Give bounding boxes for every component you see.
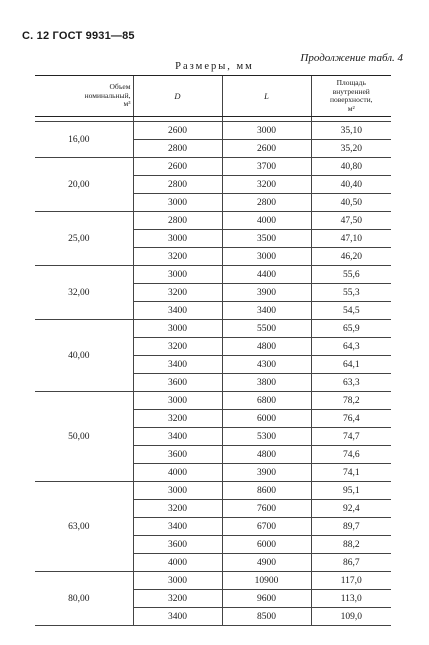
- cell-area: 78,2: [311, 392, 391, 410]
- cell-l: 3900: [222, 284, 311, 302]
- cell-l: 3000: [222, 122, 311, 140]
- table-header-row: [35, 76, 391, 117]
- cell-d: 3000: [133, 392, 222, 410]
- header-l: L: [222, 76, 311, 117]
- cell-l: 7600: [222, 500, 311, 518]
- table-row: [35, 572, 391, 590]
- cell-area: 55,6: [311, 266, 391, 284]
- table-row: [35, 482, 391, 500]
- cell-volume: 63,00: [35, 482, 133, 572]
- cell-area: 63,3: [311, 374, 391, 392]
- cell-d: 3000: [133, 572, 222, 590]
- cell-area: 64,3: [311, 338, 391, 356]
- cell-area: 92,4: [311, 500, 391, 518]
- cell-l: 3200: [222, 176, 311, 194]
- cell-d: 3000: [133, 194, 222, 212]
- cell-l: 4900: [222, 554, 311, 572]
- cell-d: 3400: [133, 428, 222, 446]
- cell-d: 3200: [133, 590, 222, 608]
- cell-area: 117,0: [311, 572, 391, 590]
- header-area: [311, 76, 391, 117]
- cell-l: 9600: [222, 590, 311, 608]
- cell-d: 3400: [133, 356, 222, 374]
- cell-d: 4000: [133, 464, 222, 482]
- table-row: [35, 266, 391, 284]
- cell-d: 3200: [133, 410, 222, 428]
- cell-d: 2800: [133, 212, 222, 230]
- page-header: С. 12 ГОСТ 9931—85: [22, 30, 135, 42]
- cell-l: 8600: [222, 482, 311, 500]
- cell-area: 47,50: [311, 212, 391, 230]
- cell-l: 6700: [222, 518, 311, 536]
- cell-l: 8500: [222, 608, 311, 626]
- cell-volume: 16,00: [35, 122, 133, 158]
- cell-l: 3800: [222, 374, 311, 392]
- table-row: [35, 392, 391, 410]
- data-table: [35, 75, 391, 626]
- cell-area: 35,20: [311, 140, 391, 158]
- cell-area: 46,20: [311, 248, 391, 266]
- cell-d: 3000: [133, 320, 222, 338]
- cell-l: 3400: [222, 302, 311, 320]
- cell-area: 95,1: [311, 482, 391, 500]
- cell-d: 3200: [133, 248, 222, 266]
- cell-l: 2800: [222, 194, 311, 212]
- cell-area: 74,1: [311, 464, 391, 482]
- cell-d: 2600: [133, 158, 222, 176]
- cell-l: 4800: [222, 446, 311, 464]
- cell-d: 3000: [133, 482, 222, 500]
- cell-area: 40,40: [311, 176, 391, 194]
- header-area-line: поверхности,: [329, 95, 373, 104]
- cell-area: 47,10: [311, 230, 391, 248]
- cell-d: 3200: [133, 338, 222, 356]
- cell-d: 3200: [133, 284, 222, 302]
- cell-area: 113,0: [311, 590, 391, 608]
- table-body: [35, 117, 391, 626]
- header-area-line: внутренней: [332, 86, 370, 96]
- cell-d: 3000: [133, 230, 222, 248]
- cell-volume: 40,00: [35, 320, 133, 392]
- cell-d: 3400: [133, 302, 222, 320]
- table-row: [35, 212, 391, 230]
- dimensions-label: Размеры, мм: [175, 61, 254, 72]
- cell-l: 6800: [222, 392, 311, 410]
- cell-l: 4000: [222, 212, 311, 230]
- header-volume-line: м³: [123, 99, 131, 109]
- cell-l: 6000: [222, 410, 311, 428]
- cell-volume: 20,00: [35, 158, 133, 212]
- cell-area: 40,50: [311, 194, 391, 212]
- cell-area: 74,7: [311, 428, 391, 446]
- cell-l: 3500: [222, 230, 311, 248]
- cell-area: 54,5: [311, 302, 391, 320]
- cell-area: 76,4: [311, 410, 391, 428]
- cell-l: 4800: [222, 338, 311, 356]
- cell-d: 3200: [133, 500, 222, 518]
- cell-area: 64,1: [311, 356, 391, 374]
- cell-d: 3600: [133, 536, 222, 554]
- table-row: [35, 158, 391, 176]
- cell-d: 3000: [133, 266, 222, 284]
- table-row: [35, 122, 391, 140]
- cell-l: 3000: [222, 248, 311, 266]
- cell-l: 3700: [222, 158, 311, 176]
- cell-volume: 80,00: [35, 572, 133, 626]
- cell-l: 5500: [222, 320, 311, 338]
- cell-volume: 50,00: [35, 392, 133, 482]
- header-volume-line: Объем: [109, 82, 131, 92]
- header-d: D: [133, 76, 222, 117]
- cell-l: 3900: [222, 464, 311, 482]
- cell-area: 109,0: [311, 608, 391, 626]
- cell-d: 2600: [133, 122, 222, 140]
- cell-l: 10900: [222, 572, 311, 590]
- cell-l: 5300: [222, 428, 311, 446]
- cell-volume: 32,00: [35, 266, 133, 320]
- cell-d: 2800: [133, 140, 222, 158]
- cell-l: 4300: [222, 356, 311, 374]
- cell-l: 2600: [222, 140, 311, 158]
- cell-d: 3600: [133, 374, 222, 392]
- table-row: [35, 320, 391, 338]
- header-area-line: м²: [347, 103, 355, 113]
- cell-volume: 25,00: [35, 212, 133, 266]
- cell-area: 86,7: [311, 554, 391, 572]
- cell-d: 3400: [133, 608, 222, 626]
- cell-d: 2800: [133, 176, 222, 194]
- cell-d: 4000: [133, 554, 222, 572]
- cell-area: 89,7: [311, 518, 391, 536]
- cell-d: 3400: [133, 518, 222, 536]
- cell-area: 40,80: [311, 158, 391, 176]
- table-continuation-label: Продолжение табл. 4: [300, 52, 403, 64]
- cell-l: 6000: [222, 536, 311, 554]
- cell-area: 35,10: [311, 122, 391, 140]
- cell-area: 65,9: [311, 320, 391, 338]
- header-volume: [35, 76, 133, 117]
- cell-d: 3600: [133, 446, 222, 464]
- cell-area: 74,6: [311, 446, 391, 464]
- header-volume-line: номинальный,: [84, 90, 131, 100]
- cell-area: 88,2: [311, 536, 391, 554]
- header-area-line: Площадь: [336, 78, 366, 87]
- cell-area: 55,3: [311, 284, 391, 302]
- cell-l: 4400: [222, 266, 311, 284]
